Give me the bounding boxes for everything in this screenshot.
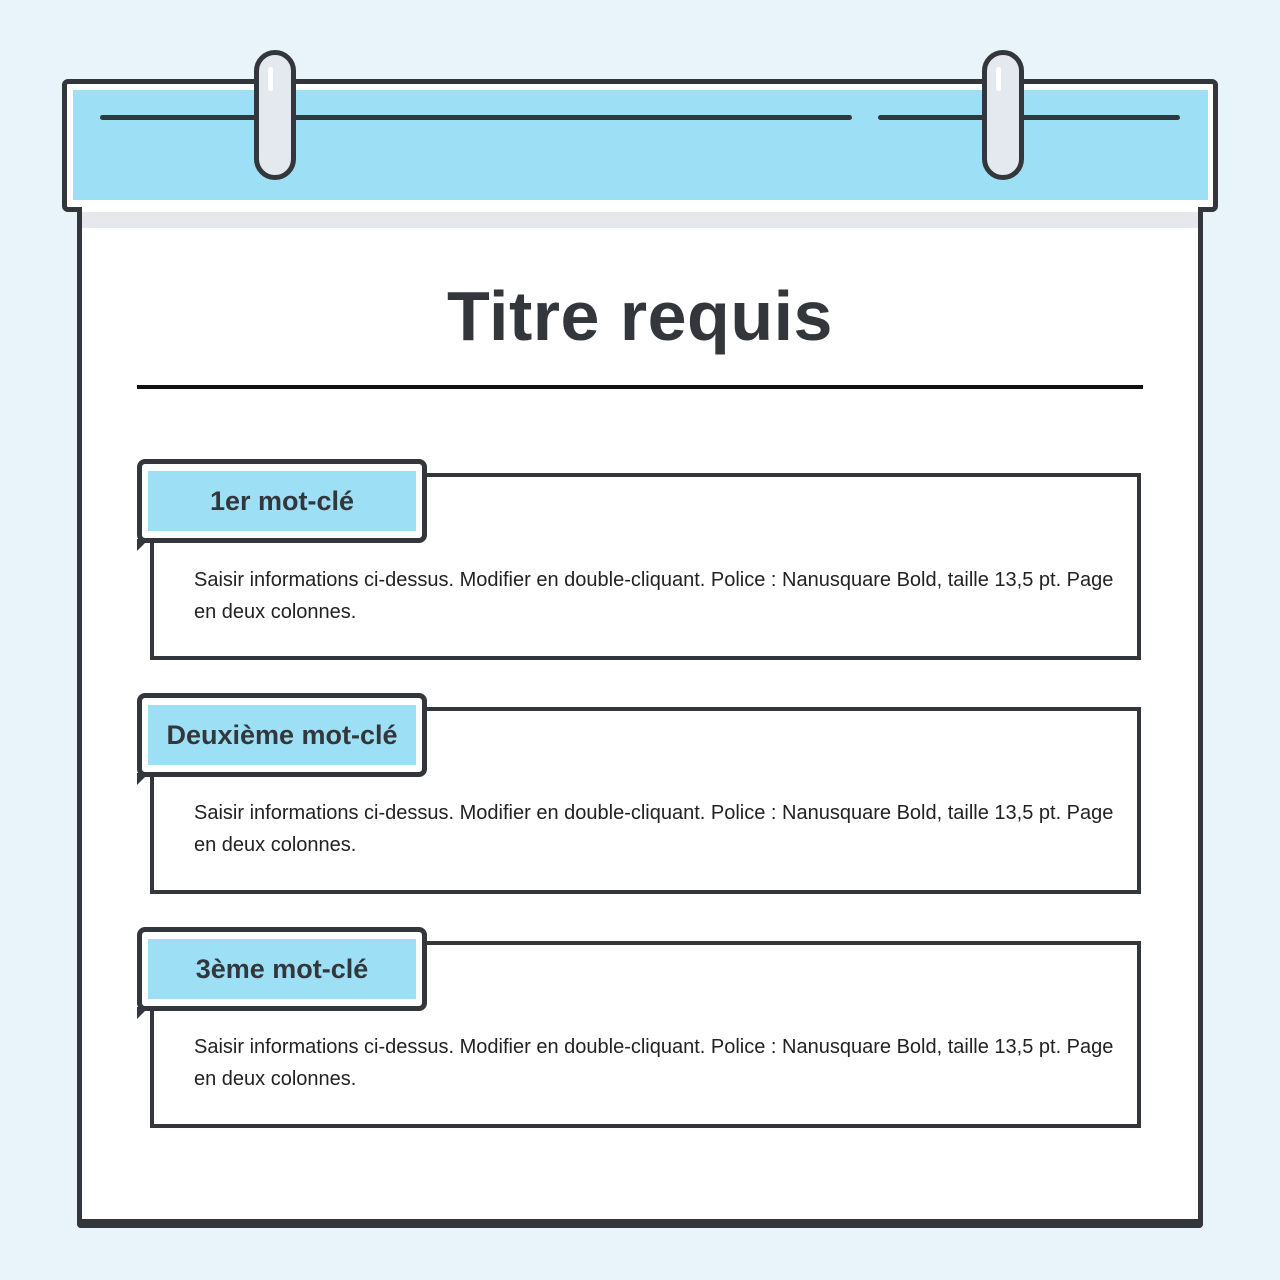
section-text[interactable]: Saisir informations ci-dessus. Modifier en double-cliquant. Police : Nanusquare Bold, taille 13,5 pt. Page en deux colonnes.: [194, 569, 1114, 623]
keyword-label[interactable]: 1er mot-clé: [148, 471, 416, 531]
keyword-label[interactable]: 3ème mot-clé: [148, 939, 416, 999]
binder-ring-icon: [982, 50, 1024, 180]
calendar-header-band: [73, 90, 1208, 200]
keyword-tab: [137, 927, 427, 1011]
section-text[interactable]: Saisir informations ci-dessus. Modifier en double-cliquant. Police : Nanusquare Bold, taille 13,5 pt. Page en deux colonnes.: [194, 1036, 1114, 1090]
keyword-tab: [137, 693, 427, 777]
keyword-label[interactable]: Deuxième mot-clé: [148, 705, 416, 765]
header-line: [878, 115, 1180, 120]
page-shadow: [82, 212, 1198, 228]
header-line: [100, 115, 852, 120]
keyword-tab: [137, 459, 427, 543]
page-title[interactable]: Titre requis: [447, 277, 833, 355]
title-divider: [137, 385, 1143, 389]
section-text[interactable]: Saisir informations ci-dessus. Modifier en double-cliquant. Police : Nanusquare Bold, taille 13,5 pt. Page en deux colonnes.: [194, 802, 1114, 856]
binder-ring-icon: [254, 50, 296, 180]
